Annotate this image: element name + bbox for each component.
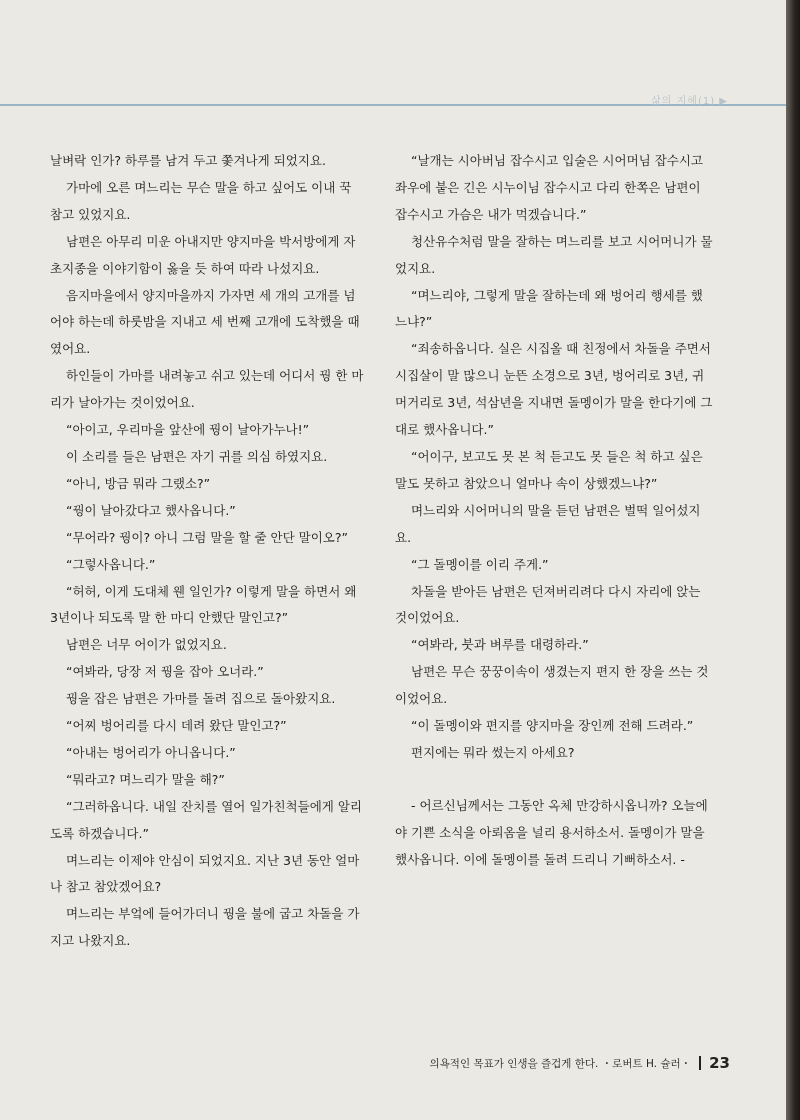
- paragraph: “여봐라, 당장 저 꿩을 잡아 오너라.”: [66, 664, 264, 680]
- paragraph: 음지마을에서 양지마을까지 가자면 세 개의 고개를 넘어야 하는데 하룻밤을 지내고 세 번째 고개에 도착했을 때였어요.: [50, 287, 360, 357]
- paragraph: “죄송하옵니다. 실은 시집올 때 친정에서 차돌을 주면서 시집살이 말 많으니 눈뜬 소경으로 3년, 벙어리로 3년, 귀머거리로 3년, 석삼년을 지내면 돌멩이가 말을 한다기에 그대로 했사옵니다.”: [395, 341, 713, 438]
- footer-divider: [699, 1056, 701, 1070]
- paragraph: “꿩이 날아갔다고 했사옵니다.”: [66, 502, 236, 518]
- paragraph: 편지에는 뭐라 썼는지 아세요?: [411, 744, 575, 760]
- paragraph: 남편은 무슨 꿍꿍이속이 생겼는지 편지 한 장을 쓰는 것이었어요.: [395, 664, 709, 707]
- page-number: 23: [709, 1054, 730, 1072]
- paragraph: - 어르신님께서는 그동안 옥체 만강하시옵니까? 오늘에야 기쁜 소식을 아뢰옴을 널리 용서하소서. 돌멩이가 말을 했사옵니다. 이에 돌멩이를 돌려 드리니 기뻐하소서. -: [395, 797, 708, 867]
- paragraph: “그러하옵니다. 내일 잔치를 열어 일가친척들에게 알리도록 하겠습니다.”: [50, 798, 362, 841]
- paragraph: 이 소리를 들은 남편은 자기 귀를 의심 하였지요.: [66, 448, 328, 464]
- paragraph: 며느리는 이제야 안심이 되었지요. 지난 3년 동안 얼마나 참고 참았겠어요?: [50, 852, 360, 895]
- footer-quote: 의욕적인 목표가 인생을 즐겁게 한다. ・로버트 H. 슐러・: [429, 1057, 692, 1070]
- paragraph: 남편은 아무리 미운 아내지만 양지마을 박서방에게 자초지종을 이야기함이 옳을 듯 하여 따라 나섰지요.: [50, 233, 356, 276]
- paragraph: 청산유수처럼 말을 잘하는 며느리를 보고 시어머니가 물었지요.: [395, 233, 713, 276]
- paragraph: “이 돌멩이와 편지를 양지마을 장인께 전해 드려라.”: [411, 718, 694, 734]
- paragraph: 며느리와 시어머니의 말을 듣던 남편은 벌떡 일어섰지요.: [395, 502, 701, 545]
- paragraph: “며느리야, 그렇게 말을 잘하는데 왜 벙어리 행세를 했느냐?”: [395, 287, 703, 330]
- page-edge: [786, 0, 800, 1120]
- paragraph: “여봐라, 붓과 벼루를 대령하라.”: [411, 637, 589, 653]
- paragraph: 가마에 오른 며느리는 무슨 말을 하고 싶어도 이내 꾹 참고 있었지요.: [50, 179, 352, 222]
- paragraph: “어이구, 보고도 못 본 척 듣고도 못 들은 척 하고 싶은 말도 못하고 참았으니 얼마나 속이 상했겠느냐?”: [395, 448, 703, 491]
- paragraph: “뭐라고? 며느리가 말을 해?”: [66, 771, 225, 787]
- page-footer: [430, 1054, 730, 1072]
- paragraph: “어찌 벙어리를 다시 데려 왔단 말인고?”: [66, 718, 287, 734]
- paragraph: 꿩을 잡은 남편은 가마를 돌려 집으로 돌아왔지요.: [66, 691, 336, 707]
- paragraph: “허허, 이게 도대체 웬 일인가? 이렇게 말을 하면서 왜 3년이나 되도록 말 한 마디 안했단 말인고?”: [50, 583, 357, 626]
- paragraph: 며느리는 부엌에 들어가더니 꿩을 불에 굽고 차돌을 가지고 나왔지요.: [50, 906, 360, 949]
- paragraph: “아니, 방금 뭐라 그랬소?”: [66, 475, 211, 491]
- paragraph: “무어라? 꿩이? 아니 그럼 말을 할 줄 안단 말이오?”: [66, 529, 348, 545]
- left-column: [50, 148, 365, 955]
- paragraph: “아이고, 우리마을 앞산에 꿩이 날아가누나!”: [66, 422, 310, 438]
- header-label: 삶의 지혜(1) ▶: [651, 96, 728, 107]
- paragraph: “아내는 벙어리가 아니옵니다.”: [66, 744, 236, 760]
- paragraph: 남편은 너무 어이가 없었지요.: [66, 637, 227, 653]
- paragraph: 차돌을 받아든 남편은 던져버리려다 다시 자리에 앉는 것이었어요.: [395, 583, 701, 626]
- paragraph: “그 돌멩이를 이리 주게.”: [411, 556, 549, 572]
- paragraph: 하인들이 가마를 내려놓고 쉬고 있는데 어디서 꿩 한 마리가 날아가는 것이었어요.: [50, 368, 364, 411]
- paragraph: “그렇사옵니다.”: [66, 556, 156, 572]
- right-column: [395, 148, 713, 874]
- paragraph: “날개는 시아버님 잡수시고 입술은 시어머님 잡수시고 좌우에 붙은 긴은 시누이님 잡수시고 다리 한쪽은 남편이 잡수시고 가슴은 내가 먹겠습니다.”: [395, 153, 703, 222]
- paragraph: 날벼락 인가? 하루를 남겨 두고 쫓겨나게 되었지요.: [50, 153, 326, 168]
